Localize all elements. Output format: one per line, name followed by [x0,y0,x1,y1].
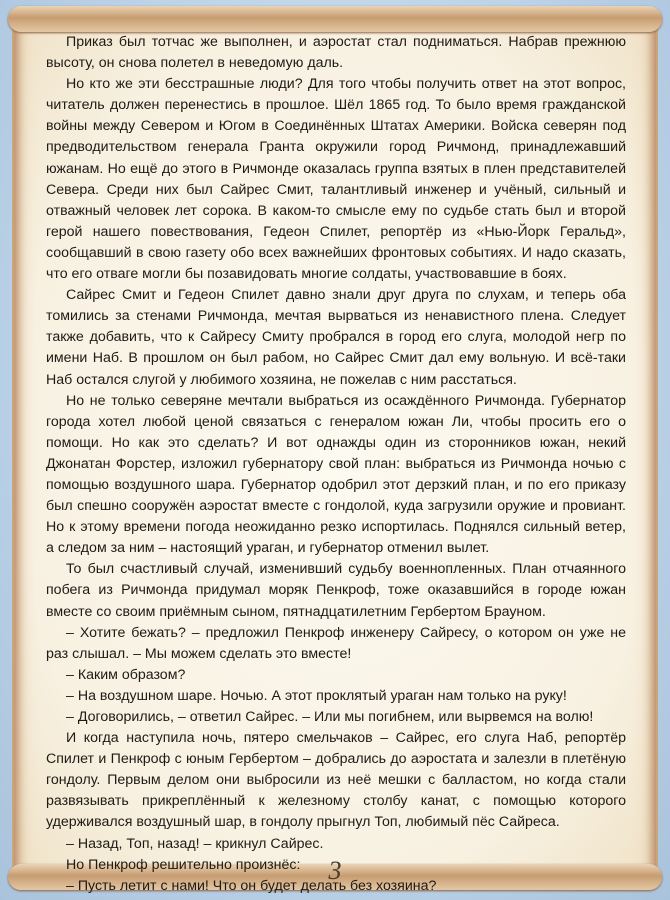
story-text [46,32,626,897]
paragraph: Приказ был тотчас же выполнен, и аэростат стал подниматься. Набрав прежнюю высоту, он снова полетел в неведомую даль. [46,34,626,72]
paragraph: Но Пенкроф решительно произнёс: [66,856,301,873]
paragraph: – Назад, Топ, назад! – крикнул Сайрес. [66,835,324,852]
paragraph: Сайрес Смит и Гедеон Спилет давно знали друг друга по слухам, и теперь оба томились за стенами Ричмонда, мечтая вырваться из ненавистного плена. Следует также добавить, что к Сайресу Смиту пробрался в город его слуга, молодой негр по имени Наб. В прошлом он был рабом, но Сайрес Смит дал ему вольную. И всё-таки Наб остался слугой у любимого хозяина, не пожелав с ним расстаться. [46,287,626,388]
paragraph: То был счастливый случай, изменивший судьбу военнопленных. План отчаянного побега из Ричмонда придумал моряк Пенкроф, тоже оказавшийся в городе южан вместе со своим приёмным сыном, пятнадцатилетним Гербертом Брауном. [46,561,626,620]
paragraph: – На воздушном шаре. Ночью. А этот проклятый ураган нам только на руку! [66,687,567,704]
paragraph: – Хотите бежать? – предложил Пенкроф инженеру Сайресу, о котором он уже не раз слышал. – Мы можем сделать это вместе! [46,624,626,662]
scroll-top-roll [8,6,662,32]
paragraph: – Договорились, – ответил Сайрес. – Или мы погибнем, или вырвемся на волю! [66,709,594,725]
paragraph: – Пусть летит с нами! Что он будет делать без хозяина? [66,877,437,894]
paragraph: И когда наступила ночь, пятеро смельчаков – Сайрес, его слуга Наб, репортёр Спилет и Пенкроф с юным Гербертом – добрались до аэростата и залезли в плетёную гондолу. Первым делом они выбросили из неё мешки с балластом, но когда стали развязывать прикреплённый к железному столбу канат, с помощью которого удерживался воздушный шар, в гондолу прыгнул Топ, любимый пёс Сайреса. [46,730,626,831]
paragraph: – Каким образом? [66,666,186,683]
paragraph: Но кто же эти бесстрашные люди? Для того чтобы получить ответ на этот вопрос, читатель должен перенестись в прошлое. Шёл 1865 год. То было время гражданской войны между Севером и Югом в Соединённых Штатах Америки. Войска северян под предводительством генерала Гранта окружили город Ричмонд, принадлежавший южанам. Но ещё до этого в Ричмонде оказалась группа взятых в плен представителей Севера. Среди них был Сайрес Смит, талантливый инженер и учёный, сильный и отважный человек лет сорока. В каком-то смысле ему по судьбе стать был и второй герой нашего повествования, Гедеон Спилет, репортёр из «Нью-Йорк Геральд», сообщавший в свою газету обо всех важнейших фронтовых событиях. И надо сказать, что его отваге могли бы позавидовать многие солдаты, участвовавшие в боях. [46,76,626,283]
paragraph: Но не только северяне мечтали выбраться из осаждённого Ричмонда. Губернатор города хотел любой ценой связаться с генералом южан Ли, чтобы просить его о помощи. Но как это сделать? И вот однажды один из сторонников южан, некий Джонатан Форстер, изложил губернатору свой план: выбраться из Ричмонда ночью с помощью воздушного шара. Губернатор одобрил этот дерзкий план, и по его приказу был спешно сооружён аэростат вместе с гондолой, куда загрузили оружие и провиант. Но к этому времени погода неожиданно резко испортилась. Поднялся сильный ветер, а следом за ним – настоящий ураган, и губернатор отменил вылет. [46,392,626,557]
page-number: 3 [328,856,342,885]
